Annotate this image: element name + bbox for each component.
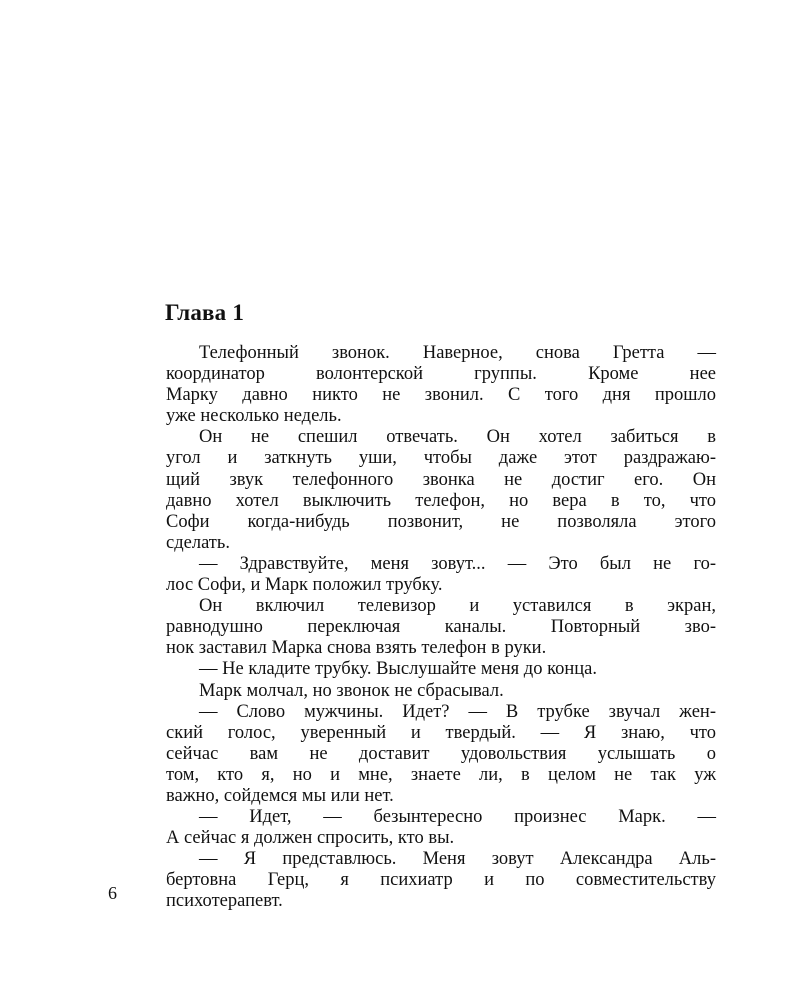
text-line: ский голос, уверенный и твердый. — Я знаю, что xyxy=(166,722,716,743)
chapter-title: Глава 1 xyxy=(165,300,245,325)
text-line: Марку давно никто не звонил. С того дня прошло xyxy=(166,385,716,406)
text-line: том, кто я, но и мне, знаете ли, в целом не так уж xyxy=(166,764,716,785)
text-line: сделать. xyxy=(166,532,230,553)
text-line: — Идет, — безынтересно произнес Марк. — xyxy=(199,807,716,828)
chapter-body-text xyxy=(166,343,716,913)
text-line: — Слово мужчины. Идет? — В трубке звучал жен- xyxy=(199,701,716,722)
text-line: — Здравствуйте, меня зовут... — Это был не го- xyxy=(199,553,716,574)
text-line: — Не кладите трубку. Выслушайте меня до конца. xyxy=(199,659,598,680)
text-line: координатор волонтерской группы. Кроме нее xyxy=(166,364,716,385)
text-line: равнодушно переключая каналы. Повторный зво- xyxy=(166,617,716,638)
text-line: Телефонный звонок. Наверное, снова Гретта — xyxy=(199,343,716,363)
text-line: щий звук телефонного звонка не достиг его. Он xyxy=(166,469,716,490)
text-line: Он включил телевизор и уставился в экран, xyxy=(199,596,716,617)
text-line: нок заставил Марка снова взять телефон в руки. xyxy=(166,638,547,659)
text-line: Он не спешил отвечать. Он хотел забиться в xyxy=(199,427,716,448)
text-line: — Я представлюсь. Меня зовут Александра Аль- xyxy=(199,849,716,870)
text-line: бертовна Герц, я психиатр и по совместительству xyxy=(166,870,716,891)
text-line: А сейчас я должен спросить, кто вы. xyxy=(166,828,455,849)
page-number: 6 xyxy=(108,883,117,903)
text-line: Марк молчал, но звонок не сбрасывал. xyxy=(199,680,504,701)
text-line: важно, сойдемся мы или нет. xyxy=(166,785,394,806)
text-line: сейчас вам не доставит удовольствия услышать о xyxy=(166,743,716,764)
text-line: лос Софи, и Марк положил трубку. xyxy=(166,575,443,596)
text-line: Софи когда-нибудь позвонит, не позволяла этого xyxy=(166,511,716,532)
text-line: угол и заткнуть уши, чтобы даже этот раздражаю- xyxy=(166,448,716,469)
text-line: давно хотел выключить телефон, но вера в то, что xyxy=(166,490,716,511)
text-line: психотерапевт. xyxy=(166,891,283,912)
text-line: уже несколько недель. xyxy=(166,406,342,427)
